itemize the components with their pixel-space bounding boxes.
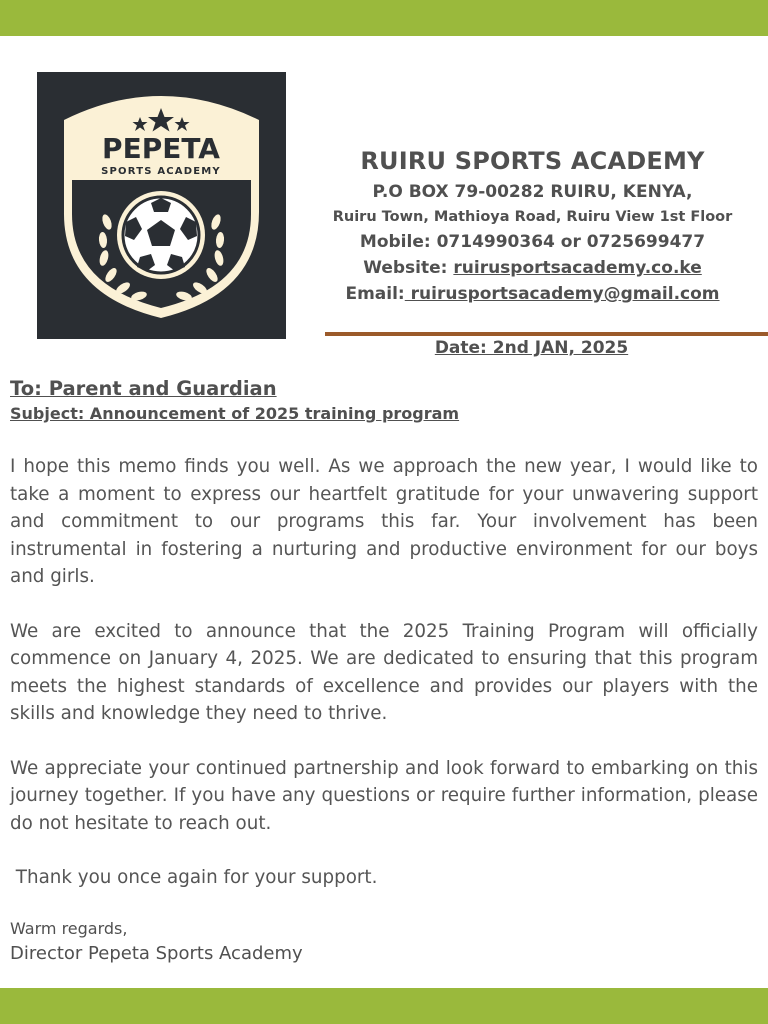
letterhead [320, 142, 745, 307]
recipient-line: To: Parent and Guardian [10, 377, 277, 400]
top-accent-band [0, 0, 768, 36]
memo-body [10, 453, 758, 919]
signatory: Director Pepeta Sports Academy [10, 943, 303, 964]
email-label: Email: [345, 284, 405, 304]
website-link[interactable]: ruirusportsacademy.co.ke [453, 258, 702, 278]
organization-name: RUIRU SPORTS ACADEMY [360, 147, 705, 175]
body-paragraph: Thank you once again for your support. [10, 867, 378, 888]
memo-date: Date: 2nd JAN, 2025 [434, 338, 629, 358]
website-line [320, 255, 745, 281]
logo-name: PEPETA [102, 132, 220, 165]
subject-line: Subject: Announcement of 2025 training program [10, 404, 460, 423]
website-label: Website: [363, 258, 454, 278]
body-paragraph: We are excited to announce that the 2025 Training Program will officially commence on January 4, 2025. We are dedicated to ensuring that this program meets the highest standards of excellence and provides our players with the skills and knowledge they need to thrive. [10, 620, 758, 724]
mobile-numbers: Mobile: 0714990364 or 0725699477 [359, 232, 706, 252]
soccer-ball-icon [117, 191, 205, 279]
physical-address: Ruiru Town, Mathioya Road, Ruiru View 1st Floor [332, 209, 733, 225]
logo-tagline: SPORTS ACADEMY [101, 166, 221, 177]
closing-regards: Warm regards, [10, 919, 128, 938]
postal-address: P.O BOX 79-00282 RUIRU, KENYA, [372, 182, 693, 202]
body-paragraph: We appreciate your continued partnership and look forward to embarking on this journey together. If you have any questions or require further information, please do not hesitate to reach out. [10, 757, 758, 834]
bottom-accent-band [0, 988, 768, 1024]
pepeta-logo [37, 72, 286, 339]
email-line [320, 281, 745, 307]
signoff [10, 917, 303, 967]
email-link[interactable]: ruirusportsacademy@gmail.com [404, 284, 720, 304]
body-paragraph: I hope this memo finds you well. As we approach the new year, I would like to take a moment to express our heartfelt gratitude for your unwavering support and commitment to our programs this far. Your involvement has been instrumental in fostering a nurturing and productive environment for our boys and girls. [10, 456, 758, 587]
